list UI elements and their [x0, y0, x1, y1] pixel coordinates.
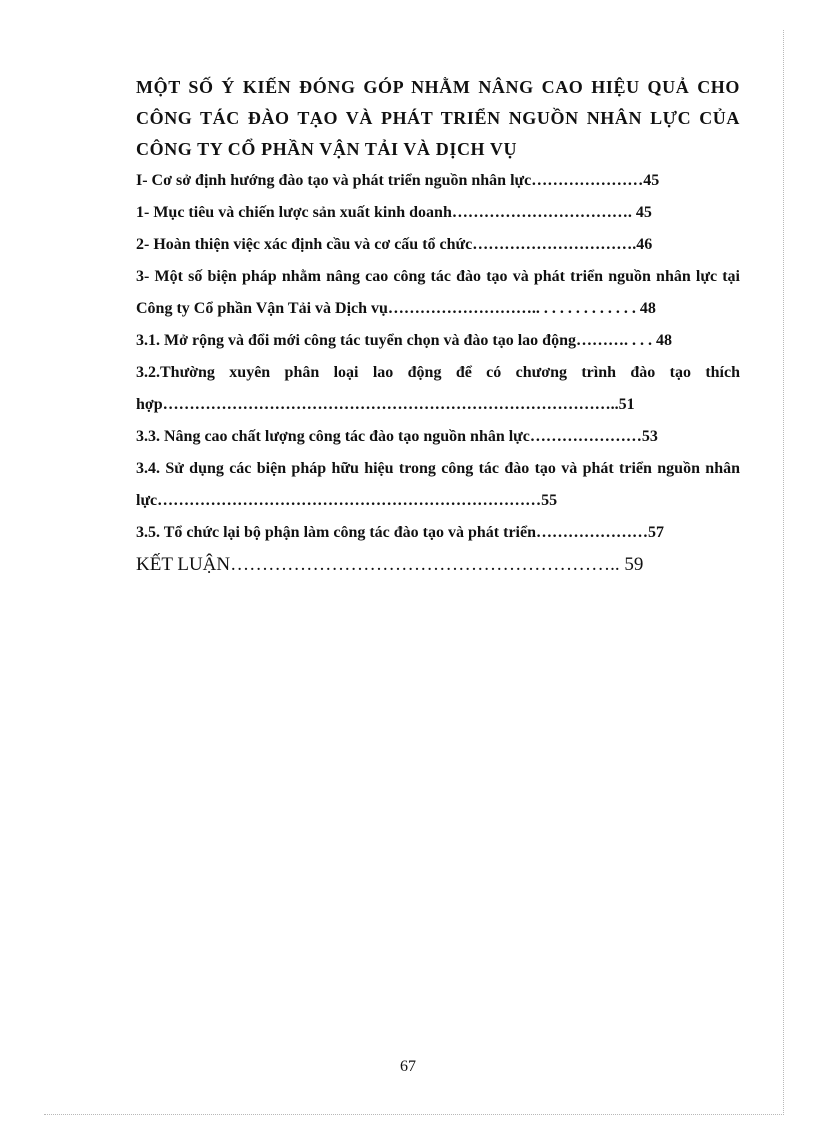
- table-of-contents: [136, 72, 740, 581]
- toc-entry-4: 3- Một số biện pháp nhằm nâng cao công tác đào tạo và phát triển nguồn nhân lực tại Công ty Cổ phần Vận Tải và Dịch vụ……………………….. . . . . . . . . . . . . 48: [136, 268, 740, 317]
- toc-entry-2: 1- Mục tiêu và chiến lược sản xuất kinh doanh……………………………. 45: [136, 204, 652, 221]
- toc-entry-7: 3.3. Nâng cao chất lượng công tác đào tạo nguồn nhân lực…………………53: [136, 428, 658, 445]
- toc-entry-9: 3.5. Tổ chức lại bộ phận làm công tác đào tạo và phát triển…………………57: [136, 524, 664, 541]
- toc-entry-3: 2- Hoàn thiện việc xác định cầu và cơ cấu tổ chức………………………….46: [136, 236, 653, 253]
- toc-entry-1: I- Cơ sở định hướng đào tạo và phát triển nguồn nhân lực…………………45: [136, 172, 660, 189]
- toc-conclusion: KẾT LUẬN…………………………………………………….. 59: [136, 554, 644, 575]
- page-number: 67: [400, 1058, 416, 1075]
- toc-section-heading: MỘT SỐ Ý KIẾN ĐÓNG GÓP NHẰM NÂNG CAO HIỆU QUẢ CHO CÔNG TÁC ĐÀO TẠO VÀ PHÁT TRIỂN NGUỒN NHÂN LỰC CỦA CÔNG TY CỔ PHẦN VẬN TẢI VÀ DỊCH VỤ: [136, 77, 740, 159]
- toc-entry-6: 3.2.Thường xuyên phân loại lao động để có chương trình đào tạo thích hợp…………………………………………………………………………..51: [136, 364, 740, 413]
- toc-entry-5: 3.1. Mở rộng và đổi mới công tác tuyển chọn và đào tạo lao động………. . . . 48: [136, 332, 672, 349]
- toc-entry-8: 3.4. Sử dụng các biện pháp hữu hiệu trong công tác đào tạo và phát triển nguồn nhân lực………………………………………………………………55: [136, 460, 740, 509]
